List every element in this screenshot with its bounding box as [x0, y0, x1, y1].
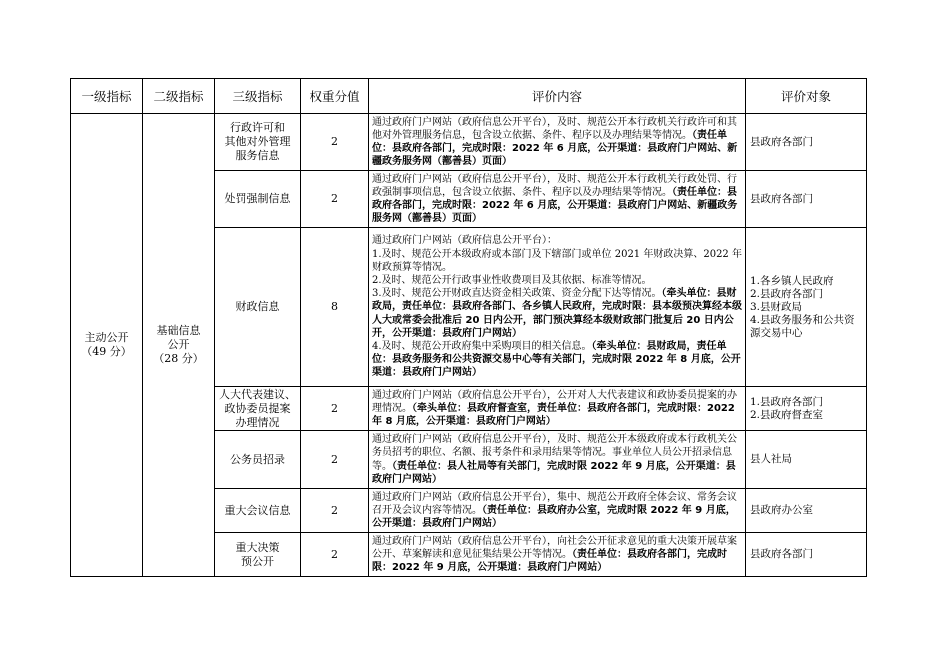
target-cell [746, 171, 867, 228]
content-item-2: 2.及时、规范公开行政事业性收费项目及其依据、标准等情况。 [372, 274, 652, 286]
target-cell [746, 114, 867, 171]
target-line: 县政府各部门 [750, 548, 813, 560]
content-responsibility: （责任单位：县政府各部门，完成时限：2022 年 6 月底，公开渠道：县政府门户网站、新疆政务服务网（鄯善县）页面） [372, 129, 738, 168]
target-line: 2.县政府各部门 [750, 287, 824, 300]
target-line: 县人社局 [750, 453, 792, 465]
content-text: 通过政府门户网站（政府信息公开平台），集中、规范公开政府全体会议、常务会议召开及会议内容等情况。 [372, 491, 737, 516]
weight-cell: 2 [301, 387, 369, 431]
target-line: 县政府办公室 [750, 504, 813, 516]
weight-cell: 2 [301, 489, 369, 533]
header-target: 评价对象 [746, 79, 867, 114]
weight-cell: 2 [301, 431, 369, 489]
content-responsibility: （责任单位：县政府办公室，完成时限 2022 年 9 月底，公开渠道：县政府门户网站） [372, 504, 736, 530]
level3-cell [215, 114, 301, 171]
content-cell [369, 228, 746, 387]
evaluation-table [70, 78, 867, 577]
content-item-4-text: 4.及时、规范公开政府集中采购项目的相关信息。 [372, 341, 592, 352]
content-item-3 [372, 287, 742, 340]
content-item-4 [372, 340, 742, 380]
content-cell [369, 114, 746, 171]
level2-name: 基础信息 [156, 324, 201, 337]
content-cell [369, 387, 746, 431]
content-item-3-responsibility: （牵头单位：县财政局，责任单位：县政府各部门、各乡镇人民政府，完成时限：县本级预决算经本级人大或常委会批准后 20 日内公开，部门预决算经本级财政部门批复后 20 日内公开，公开渠道：县政府门户网站） [372, 288, 742, 339]
content-item-3-text: 3.及时、规范公开财政直达资金相关政策、资金分配下达等情况。 [372, 288, 662, 300]
content-cell [369, 171, 746, 228]
level3-line: 处罚强制信息 [224, 192, 291, 205]
content-text: 通过政府门户网站（政府信息公开平台），及时、规范公开本级政府或本行政机关公务员招考的职位、名额、报考条件和录用结果等情况。事业单位人员公开招录信息等。 [372, 434, 737, 472]
target-cell [746, 228, 867, 387]
content-intro: 通过政府门户网站（政府信息公开平台）： [372, 235, 557, 247]
level3-cell [215, 387, 301, 431]
target-line: 1.各乡镇人民政府 [750, 274, 834, 287]
table-row [71, 114, 867, 171]
level3-line: 行政许可和 [230, 121, 285, 134]
level3-cell [215, 489, 301, 533]
header-level1: 一级指标 [71, 79, 143, 114]
content-item-1: 1.及时、规范公开本级政府或本部门及下辖部门或单位 2021 年财政决算、2022 年财政预算等情况。 [372, 248, 742, 273]
content-text: 通过政府门户网站（政府信息公开平台），及时、规范公开本行政机关行政许可和其他对外管理服务信息，包含设立依据、条件、程序以及办理结果等情况。 [372, 116, 737, 141]
level2-score: （28 分） [153, 352, 204, 365]
header-weight: 权重分值 [301, 79, 369, 114]
weight-cell: 2 [301, 114, 369, 171]
weight-cell: 2 [301, 533, 369, 577]
content-cell [369, 431, 746, 489]
target-cell [746, 431, 867, 489]
level3-cell [215, 228, 301, 387]
level2-cell [143, 114, 215, 577]
weight-cell: 2 [301, 171, 369, 228]
level3-line: 重大决策 [235, 540, 280, 554]
content-responsibility: （责任单位：县政府各部门，完成时限：2022 年 9 月底，公开渠道：县政府门户网站） [372, 548, 727, 574]
content-cell [369, 533, 746, 577]
level3-cell [215, 171, 301, 228]
target-line: 县政府各部门 [750, 135, 813, 148]
level2-name-2: 公开 [167, 338, 190, 351]
level3-line: 服务信息 [235, 149, 280, 162]
header-level2: 二级指标 [143, 79, 215, 114]
content-text: 通过政府门户网站（政府信息公开平台），及时、规范公开本行政机关行政处罚、行政强制事项信息，包含设立依据、条件、程序以及办理结果等情况。 [372, 173, 737, 198]
header-row [71, 79, 867, 114]
level3-cell [215, 431, 301, 489]
target-line: 3.县财政局 [750, 300, 803, 313]
level3-line: 办理情况 [235, 415, 280, 429]
weight-cell: 8 [301, 228, 369, 387]
content-cell [369, 489, 746, 533]
level1-score: （49 分） [81, 345, 132, 358]
level3-line: 财政信息 [235, 300, 280, 313]
header-level3: 三级指标 [215, 79, 301, 114]
level3-line: 其他对外管理 [224, 135, 291, 148]
content-responsibility: （责任单位：县人社局等有关部门，完成时限 2022 年 9 月底，公开渠道：县政府门户网站） [372, 460, 736, 485]
content-responsibility: （责任单位：县政府各部门，完成时限：2022 年 6 月底，公开渠道：县政府门户网站、新疆政务服务网（鄯善县）页面） [372, 186, 738, 225]
level3-line: 人大代表建议、 [219, 387, 296, 401]
header-content: 评价内容 [369, 79, 746, 114]
level3-line: 公务员招录 [230, 452, 285, 466]
level3-line: 预公开 [241, 554, 274, 568]
content-item-4-responsibility: （牵头单位：县财政局，责任单位：县政务服务和公共资源交易中心等有关部门，完成时限 2022 年 8 月底，公开渠道：县政府门户网站） [372, 341, 741, 379]
level3-line: 重大会议信息 [224, 503, 291, 517]
content-responsibility: （牵头单位：县政府督查室，责任单位：县政府各部门，完成时限：2022 年 8 月底，公开渠道：县政府门户网站） [372, 402, 735, 428]
level1-name: 主动公开 [84, 331, 129, 344]
level3-cell [215, 533, 301, 577]
level3-line: 政协委员提案 [224, 401, 291, 415]
target-line: 1.县政府各部门 [750, 395, 824, 408]
target-line: 2.县政府督查室 [750, 408, 824, 421]
target-line: 4.县政务服务和公共资源交易中心 [750, 313, 855, 339]
target-cell [746, 533, 867, 577]
level1-cell [71, 114, 143, 577]
target-cell [746, 489, 867, 533]
target-cell [746, 387, 867, 431]
content-text: 通过政府门户网站（政府信息公开平台），公开对人大代表建议和政协委员提案的办理情况。 [372, 389, 737, 414]
target-line: 县政府各部门 [750, 192, 813, 205]
content-text: 通过政府门户网站（政府信息公开平台），向社会公开征求意见的重大决策开展草案公开、草案解读和意见征集结果公开等情况。 [372, 535, 737, 560]
